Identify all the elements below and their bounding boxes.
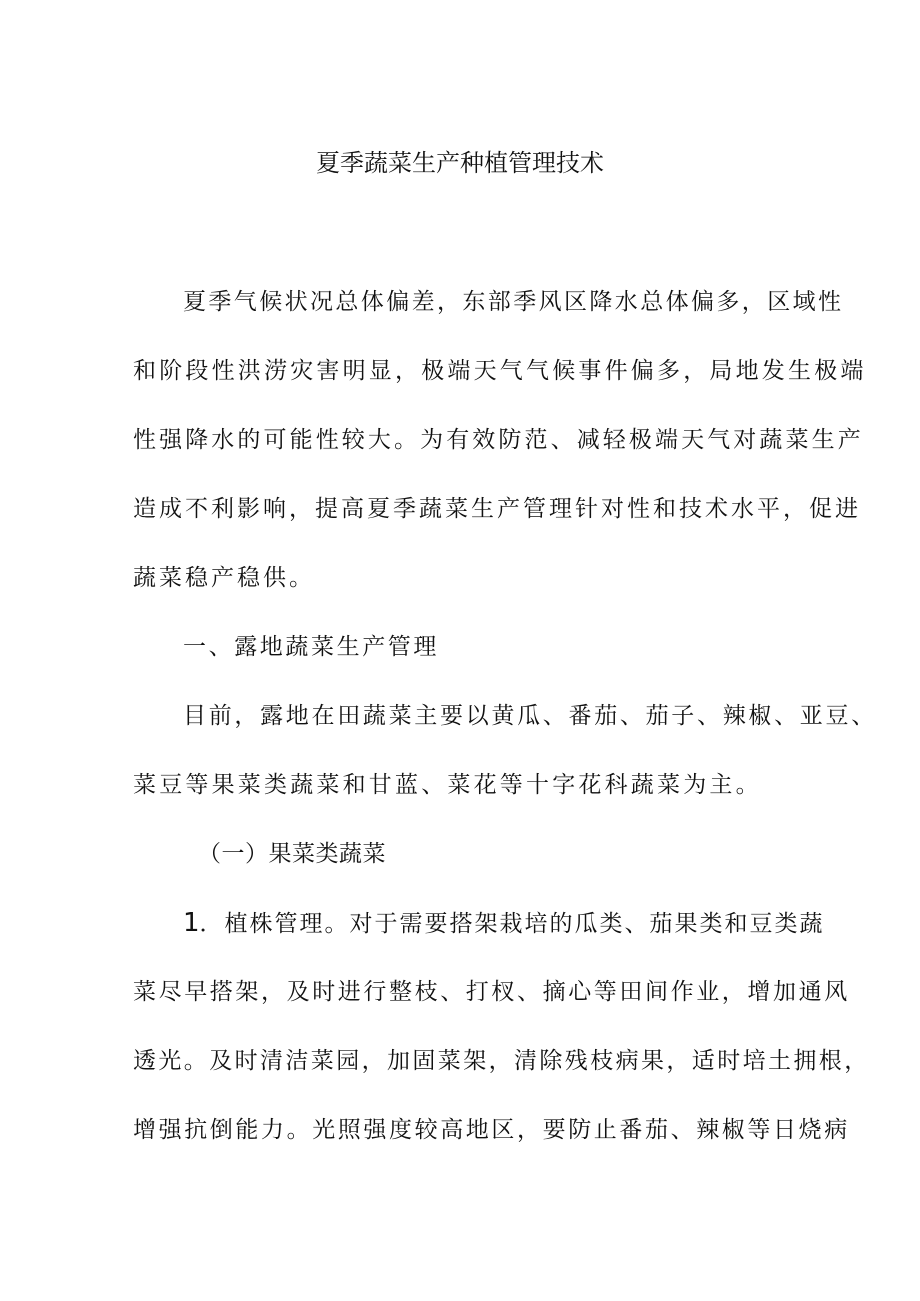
numbered-item-line xyxy=(183,907,825,940)
paragraph-line: 透光。及时清洁菜园，加固菜架，清除残枝病果，适时培土拥根， xyxy=(133,1048,870,1074)
paragraph-line: 增强抗倒能力。光照强度较高地区，要防止番茄、辣椒等日烧病 xyxy=(133,1117,850,1143)
section-heading: 一、露地蔬菜生产管理 xyxy=(183,634,439,660)
paragraph-line: 菜豆等果菜类蔬菜和甘蓝、菜花等十字花科蔬菜为主。 xyxy=(133,772,762,798)
paragraph-line: 和阶段性洪涝灾害明显，极端天气气候事件偏多，局地发生极端 xyxy=(133,358,867,384)
paragraph-line: 夏季气候状况总体偏差，东部季风区降水总体偏多，区域性 xyxy=(183,289,844,315)
paragraph-line: 造成不利影响，提高夏季蔬菜生产管理针对性和技术水平，促进 xyxy=(133,496,861,522)
paragraph-line: 目前，露地在田蔬菜主要以黄瓜、番茄、茄子、辣椒、亚豆、 xyxy=(183,703,877,729)
paragraph-line: 蔬菜稳产稳供。 xyxy=(133,565,315,591)
item-number: 1 xyxy=(183,908,200,938)
item-text: ．植株管理。对于需要搭架栽培的瓜类、茄果类和豆类蔬 xyxy=(199,911,825,937)
document-title: 夏季蔬菜生产种植管理技术 xyxy=(316,149,604,177)
paragraph-line: 菜尽早搭架，及时进行整枝、打杈、摘心等田间作业，增加通风 xyxy=(133,979,850,1005)
subsection-heading: （一）果菜类蔬菜 xyxy=(198,841,386,867)
paragraph-line: 性强降水的可能性较大。为有效防范、减轻极端天气对蔬菜生产 xyxy=(133,427,864,453)
